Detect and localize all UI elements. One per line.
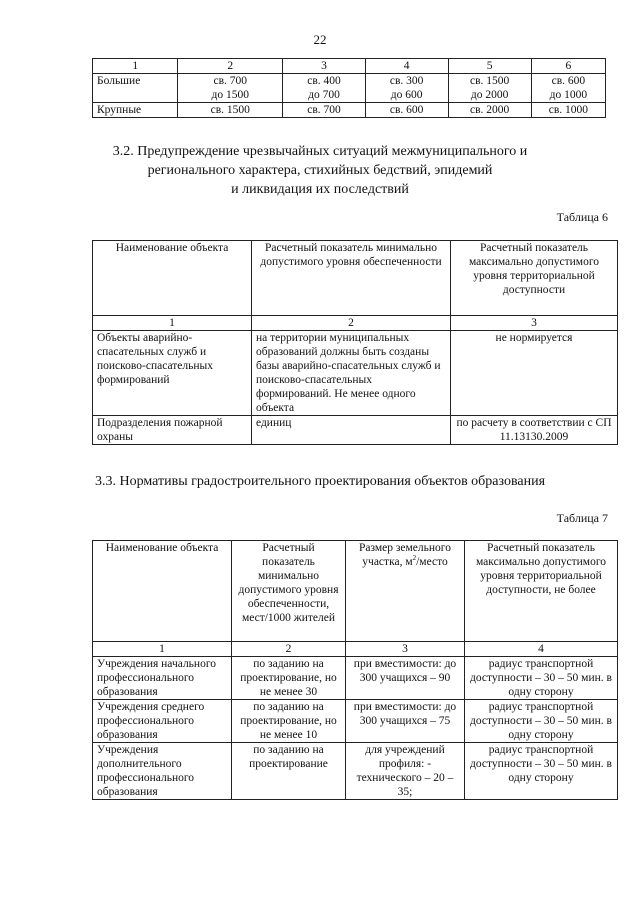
table-cell: при вместимости: до 300 учащихся – 75 bbox=[346, 700, 465, 743]
table-6-label: Таблица 6 bbox=[556, 210, 608, 224]
header-cell: 1 bbox=[93, 59, 178, 74]
table-cell: св. 600 до 1000 bbox=[531, 74, 605, 103]
row-label: Крупные bbox=[93, 103, 178, 118]
table-cell: по заданию на проектирование, но не менее 30 bbox=[232, 657, 346, 700]
table-cell: св. 400 до 700 bbox=[283, 74, 366, 103]
number-cell: 1 bbox=[93, 642, 232, 657]
header-cell: 6 bbox=[531, 59, 605, 74]
table-cell: св. 1500 bbox=[178, 103, 283, 118]
table-cell: для учреждений профиля: - технического – 20 – 35; bbox=[346, 743, 465, 800]
object-name-cell: Учреждения дополнительного профессионального образования bbox=[93, 743, 232, 800]
table-cell: по заданию на проектирование, но не менее 10 bbox=[232, 700, 346, 743]
table-6 bbox=[92, 240, 618, 445]
table-row bbox=[93, 700, 618, 743]
header-cell: Наименование объекта bbox=[93, 241, 252, 316]
table-cell: св. 1500 до 2000 bbox=[448, 74, 531, 103]
table-cell: св. 600 bbox=[365, 103, 448, 118]
header-cell: 5 bbox=[448, 59, 531, 74]
table-cell: при вместимости: до 300 учащихся – 90 bbox=[346, 657, 465, 700]
table-cell: радиус транспортной доступности – 30 – 50 мин. в одну сторону bbox=[465, 700, 618, 743]
header-cell: 4 bbox=[365, 59, 448, 74]
table-cell: св. 300 до 600 bbox=[365, 74, 448, 103]
number-cell: 1 bbox=[93, 316, 252, 331]
number-cell: 2 bbox=[252, 316, 451, 331]
table-row bbox=[93, 331, 618, 416]
number-cell: 4 bbox=[465, 642, 618, 657]
table-cell: радиус транспортной доступности – 30 – 50 мин. в одну сторону bbox=[465, 743, 618, 800]
table-cell: единиц bbox=[252, 416, 451, 445]
heading-line: 3.2. Предупреждение чрезвычайных ситуаций межмуниципального и bbox=[112, 144, 528, 159]
object-name-cell: Учреждения начального профессионального образования bbox=[93, 657, 232, 700]
heading-line: и ликвидация их последствий bbox=[231, 182, 409, 197]
header-cell: Расчетный показатель минимально допустимого уровня обеспеченности, мест/1000 жителей bbox=[232, 541, 346, 642]
table-row bbox=[93, 743, 618, 800]
heading-line: регионального характера, стихийных бедствий, эпидемий bbox=[147, 163, 493, 178]
number-cell: 2 bbox=[232, 642, 346, 657]
section-heading-3-2 bbox=[0, 142, 640, 199]
table-header-row bbox=[93, 541, 618, 642]
table-7-label: Таблица 7 bbox=[556, 511, 608, 525]
table-7 bbox=[92, 540, 618, 800]
table-cell: св. 700 до 1500 bbox=[178, 74, 283, 103]
table-number-row bbox=[93, 316, 618, 331]
settlement-table bbox=[92, 58, 606, 118]
table-row bbox=[93, 103, 606, 118]
header-cell: Расчетный показатель максимально допустимого уровня территориальной доступности, не более bbox=[465, 541, 618, 642]
header-cell: Расчетный показатель максимально допустимого уровня территориальной доступности bbox=[451, 241, 618, 316]
object-name-cell: Учреждения среднего профессионального образования bbox=[93, 700, 232, 743]
number-cell: 3 bbox=[451, 316, 618, 331]
table-cell: св. 1000 bbox=[531, 103, 605, 118]
page-number: 22 bbox=[313, 32, 327, 47]
table-cell: не нормируется bbox=[451, 331, 618, 416]
table-cell: радиус транспортной доступности – 30 – 50 мин. в одну сторону bbox=[465, 657, 618, 700]
table-cell: по заданию на проектирование bbox=[232, 743, 346, 800]
table-cell: по расчету в соответствии с СП 11.13130.2009 bbox=[451, 416, 618, 445]
table-header-row bbox=[93, 241, 618, 316]
section-heading-3-3: 3.3. Нормативы градостроительного проектирования объектов образования bbox=[94, 474, 546, 489]
header-cell: 3 bbox=[283, 59, 366, 74]
number-cell: 3 bbox=[346, 642, 465, 657]
table-row bbox=[93, 657, 618, 700]
table-row bbox=[93, 416, 618, 445]
row-label: Большие bbox=[93, 74, 178, 103]
header-cell: 2 bbox=[178, 59, 283, 74]
table-cell: на территории муниципальных образований должны быть созданы базы аварийно-спасательных служб и поисково-спасательных формирований. Не менее одного объекта bbox=[252, 331, 451, 416]
header-cell: Расчетный показатель минимально допустимого уровня обеспеченности bbox=[252, 241, 451, 316]
header-cell: Размер земельного участка, $м^2$/место bbox=[346, 541, 465, 642]
table-cell: св. 700 bbox=[283, 103, 366, 118]
header-cell: Наименование объекта bbox=[93, 541, 232, 642]
object-name-cell: Объекты аварийно-спасательных служб и поисково-спасательных формирований bbox=[93, 331, 252, 416]
object-name-cell: Подразделения пожарной охраны bbox=[93, 416, 252, 445]
table-cell: св. 2000 bbox=[448, 103, 531, 118]
table-number-row bbox=[93, 642, 618, 657]
table-header-row bbox=[93, 59, 606, 74]
table-row bbox=[93, 74, 606, 103]
